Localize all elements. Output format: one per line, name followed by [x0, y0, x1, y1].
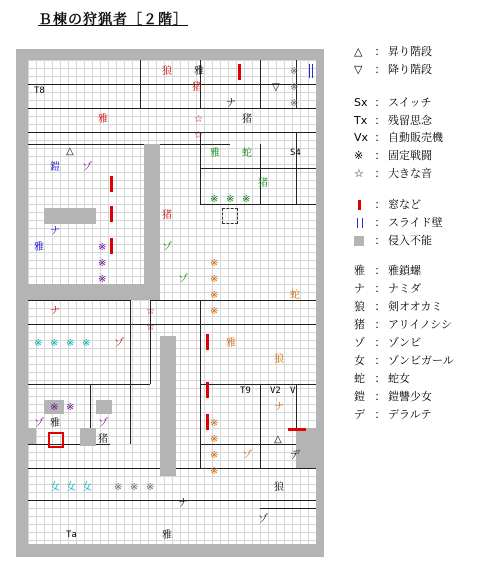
map-code-label: V2: [270, 386, 281, 396]
legend-label: 大きな音: [388, 167, 432, 180]
wall-h: [28, 384, 150, 385]
map-cell-glyph: 蛇: [242, 148, 252, 159]
wall-v: [296, 132, 297, 204]
map-code-label: Ta: [66, 530, 77, 540]
map-cell-glyph: 猪: [162, 210, 172, 221]
legend-item: [354, 63, 432, 77]
map-cell-glyph: 狼: [274, 482, 284, 493]
wall-h: [260, 508, 316, 509]
map-cell-glyph: ※: [210, 194, 219, 205]
map-cell-glyph: ※: [210, 258, 219, 269]
map-cell-glyph: ナ: [50, 226, 60, 237]
legend-separator: ：: [374, 216, 386, 229]
map-cell-glyph: ゾ: [178, 274, 188, 285]
map-cell-glyph: 猪: [258, 178, 268, 189]
map-cell-glyph: 女: [50, 482, 60, 493]
map-cell-glyph: ☆: [146, 322, 155, 333]
wall-v: [140, 60, 141, 108]
map-cell-glyph: ※: [210, 450, 219, 461]
legend-label: 雅鎖螺: [388, 264, 421, 277]
map-cell-glyph: ☆: [194, 114, 203, 125]
legend-key: 女: [354, 354, 365, 367]
legend-item: [354, 96, 432, 110]
wall-v: [260, 384, 261, 468]
map-cell-glyph: ※: [210, 290, 219, 301]
window-mark: [110, 206, 113, 222]
legend-separator: ：: [374, 282, 386, 295]
map-cell-glyph: 狼: [162, 66, 172, 77]
legend-key: 雅: [354, 264, 365, 277]
wall-v: [260, 144, 261, 204]
legend-label: 昇り階段: [388, 45, 432, 58]
legend-item: [354, 354, 454, 368]
legend-item: [354, 149, 432, 163]
window-mark: [206, 334, 209, 350]
map-cell-glyph: ※: [146, 482, 155, 493]
legend-separator: ：: [374, 198, 386, 211]
legend-item: [354, 408, 432, 422]
map-cell-glyph: デ: [290, 450, 300, 461]
legend-item: [354, 45, 432, 59]
map-cell-glyph: ゾ: [82, 162, 92, 173]
legend-key: Sx: [354, 96, 368, 109]
wall-h: [28, 500, 316, 501]
legend-label: ゾンビ: [388, 336, 421, 349]
legend-item: [354, 198, 421, 212]
map-cell-glyph: ナ: [178, 498, 188, 509]
legend-separator: ：: [374, 300, 386, 313]
window-icon: [358, 200, 361, 210]
map-code-label: V: [290, 386, 296, 396]
legend-separator: ：: [374, 96, 386, 109]
impassable-block: [80, 428, 96, 446]
legend-separator: ：: [374, 372, 386, 385]
slide-wall: [312, 64, 313, 78]
wall-h: [200, 384, 316, 385]
wall-v: [200, 300, 201, 468]
window-mark: [206, 382, 209, 398]
map-cell-glyph: 猪: [242, 114, 252, 125]
map-cell-glyph: ※: [290, 82, 299, 93]
legend-item: [354, 114, 432, 128]
legend-key: 蛇: [354, 372, 365, 385]
legend-label: 残留思念: [388, 114, 432, 127]
legend-item: [354, 216, 443, 230]
wall-v: [130, 300, 131, 444]
map-cell-glyph: 雅: [194, 66, 204, 77]
map-cell-glyph: ※: [290, 98, 299, 109]
legend-key: ▽: [354, 63, 363, 76]
impassable-icon: [354, 236, 364, 246]
legend-separator: ：: [374, 390, 386, 403]
map-cell-glyph: 雅: [226, 338, 236, 349]
wall-v: [260, 60, 261, 108]
wall-v: [200, 132, 201, 204]
wall-h: [28, 108, 316, 109]
legend-label: 剣オオカミ: [388, 300, 443, 313]
impassable-block: [160, 336, 176, 476]
map-cell-glyph: ※: [210, 466, 219, 477]
legend-item: [354, 234, 432, 248]
wall-h: [28, 132, 316, 133]
legend-key: [354, 198, 372, 212]
legend-item: [354, 131, 443, 145]
impassable-block: [296, 428, 316, 468]
map-cell-glyph: 鎧: [50, 162, 60, 173]
legend-label: スイッチ: [388, 96, 432, 109]
map-cell-glyph: ※: [98, 242, 107, 253]
map-code-label: T8: [34, 86, 45, 96]
legend-separator: ：: [374, 408, 386, 421]
legend-label: 自動販売機: [388, 131, 443, 144]
map-cell-glyph: 雅: [50, 418, 60, 429]
legend-separator: ：: [374, 264, 386, 277]
legend-key: △: [354, 45, 363, 58]
window-mark: [48, 446, 64, 448]
map-cell-glyph: ※: [98, 274, 107, 285]
legend-key: デ: [354, 408, 365, 421]
wall-h: [28, 324, 316, 325]
legend-key: ※: [354, 149, 364, 162]
legend-item: [354, 372, 410, 386]
map-cell-glyph: ゾ: [258, 514, 268, 525]
legend-item: [354, 390, 432, 404]
map-cell-glyph: 狼: [274, 354, 284, 365]
legend-label: 侵入不能: [388, 234, 432, 247]
map-cell-glyph: ▽: [272, 82, 280, 93]
map-cell-glyph: ゾ: [98, 418, 108, 429]
legend-label: 降り階段: [388, 63, 432, 76]
map-cell-glyph: ※: [34, 338, 43, 349]
legend-key: [354, 216, 372, 230]
map-cell-glyph: ※: [50, 402, 59, 413]
legend-separator: ：: [374, 167, 386, 180]
map-cell-glyph: ☆: [194, 130, 203, 141]
map-cell-glyph: 雅: [162, 530, 172, 541]
map-cell-glyph: ゾ: [242, 450, 252, 461]
impassable-block: [28, 428, 36, 444]
legend-label: デラルテ: [388, 408, 432, 421]
map-cell-glyph: ※: [82, 338, 91, 349]
wall-h: [28, 300, 130, 301]
dotted-cell: [222, 208, 238, 224]
legend-key: Vx: [354, 131, 369, 144]
legend-separator: ：: [374, 114, 386, 127]
map-cell-glyph: ゾ: [114, 338, 124, 349]
map-cell-glyph: ゾ: [162, 242, 172, 253]
map-cell-glyph: ※: [114, 482, 123, 493]
map-cell-glyph: ナ: [274, 402, 284, 413]
map-cell-glyph: ※: [50, 338, 59, 349]
impassable-block: [44, 208, 96, 224]
legend-item: [354, 264, 421, 278]
slide-wall: [309, 64, 310, 78]
legend-key: ☆: [354, 167, 364, 180]
map-cell-glyph: 猪: [192, 82, 202, 93]
map-cell-glyph: ※: [130, 482, 139, 493]
legend-key: ナ: [354, 282, 365, 295]
map-cell-glyph: 猪: [98, 434, 108, 445]
map-cell-glyph: △: [274, 434, 282, 445]
map-cell-glyph: ※: [210, 274, 219, 285]
map-cell-glyph: 雅: [210, 148, 220, 159]
map-cell-glyph: ※: [290, 66, 299, 77]
legend-key: 猪: [354, 318, 365, 331]
map-cell-glyph: ※: [226, 194, 235, 205]
map-cell-glyph: ※: [98, 258, 107, 269]
map-cell-glyph: ☆: [146, 306, 155, 317]
map-cell-glyph: ※: [210, 418, 219, 429]
legend-separator: ：: [374, 234, 386, 247]
legend-separator: ：: [374, 45, 386, 58]
map-code-label: T9: [240, 386, 251, 396]
legend-label: ナミダ: [388, 282, 421, 295]
map-cell-glyph: △: [66, 146, 74, 157]
legend-separator: ：: [374, 354, 386, 367]
legend-key: ゾ: [354, 336, 365, 349]
map-cell-glyph: ナ: [50, 306, 60, 317]
legend-key: [354, 234, 372, 248]
legend-separator: ：: [374, 149, 386, 162]
legend-item: [354, 336, 421, 350]
map-title: Ｂ棟の狩猟者［２階］: [38, 12, 188, 28]
impassable-block: [96, 400, 112, 414]
legend-label: 蛇女: [388, 372, 410, 385]
map-cell-glyph: ※: [66, 338, 75, 349]
legend-label: 鎧讐少女: [388, 390, 432, 403]
legend-key: 鎧: [354, 390, 365, 403]
legend-separator: ：: [374, 63, 386, 76]
map-cell-glyph: 女: [82, 482, 92, 493]
legend-label: 窓など: [388, 198, 421, 211]
map-cell-glyph: 雅: [34, 242, 44, 253]
legend-separator: ：: [374, 318, 386, 331]
impassable-block: [144, 144, 160, 300]
window-mark: [288, 428, 306, 431]
slide-wall-icon: [357, 218, 363, 228]
map-cell-glyph: 雅: [98, 114, 108, 125]
impassable-block: [28, 284, 152, 300]
legend-label: 固定戦闘: [388, 149, 432, 162]
window-mark: [110, 238, 113, 254]
map-code-label: S4: [290, 148, 301, 158]
legend-key: 狼: [354, 300, 365, 313]
legend-separator: ：: [374, 336, 386, 349]
window-mark: [238, 64, 241, 80]
legend-label: アリイノシシ: [388, 318, 452, 331]
legend-label: ゾンビガール: [388, 354, 454, 367]
legend-item: [354, 318, 452, 332]
wall-h: [200, 168, 316, 169]
map-cell-glyph: ナ: [226, 98, 236, 109]
map-cell-glyph: ※: [210, 306, 219, 317]
map-cell-glyph: ※: [66, 402, 75, 413]
legend-item: [354, 167, 432, 181]
window-mark: [206, 414, 209, 430]
map-cell-glyph: ※: [210, 434, 219, 445]
map-cell-glyph: 女: [66, 482, 76, 493]
legend-item: [354, 300, 442, 314]
map-cell-glyph: ゾ: [34, 418, 44, 429]
window-mark: [110, 176, 113, 192]
legend-key: Tx: [354, 114, 368, 127]
map-cell-glyph: 蛇: [290, 290, 300, 301]
map-cell-glyph: ※: [242, 194, 251, 205]
legend-item: [354, 282, 421, 296]
legend-separator: ：: [374, 131, 386, 144]
legend-label: スライド壁: [388, 216, 443, 229]
